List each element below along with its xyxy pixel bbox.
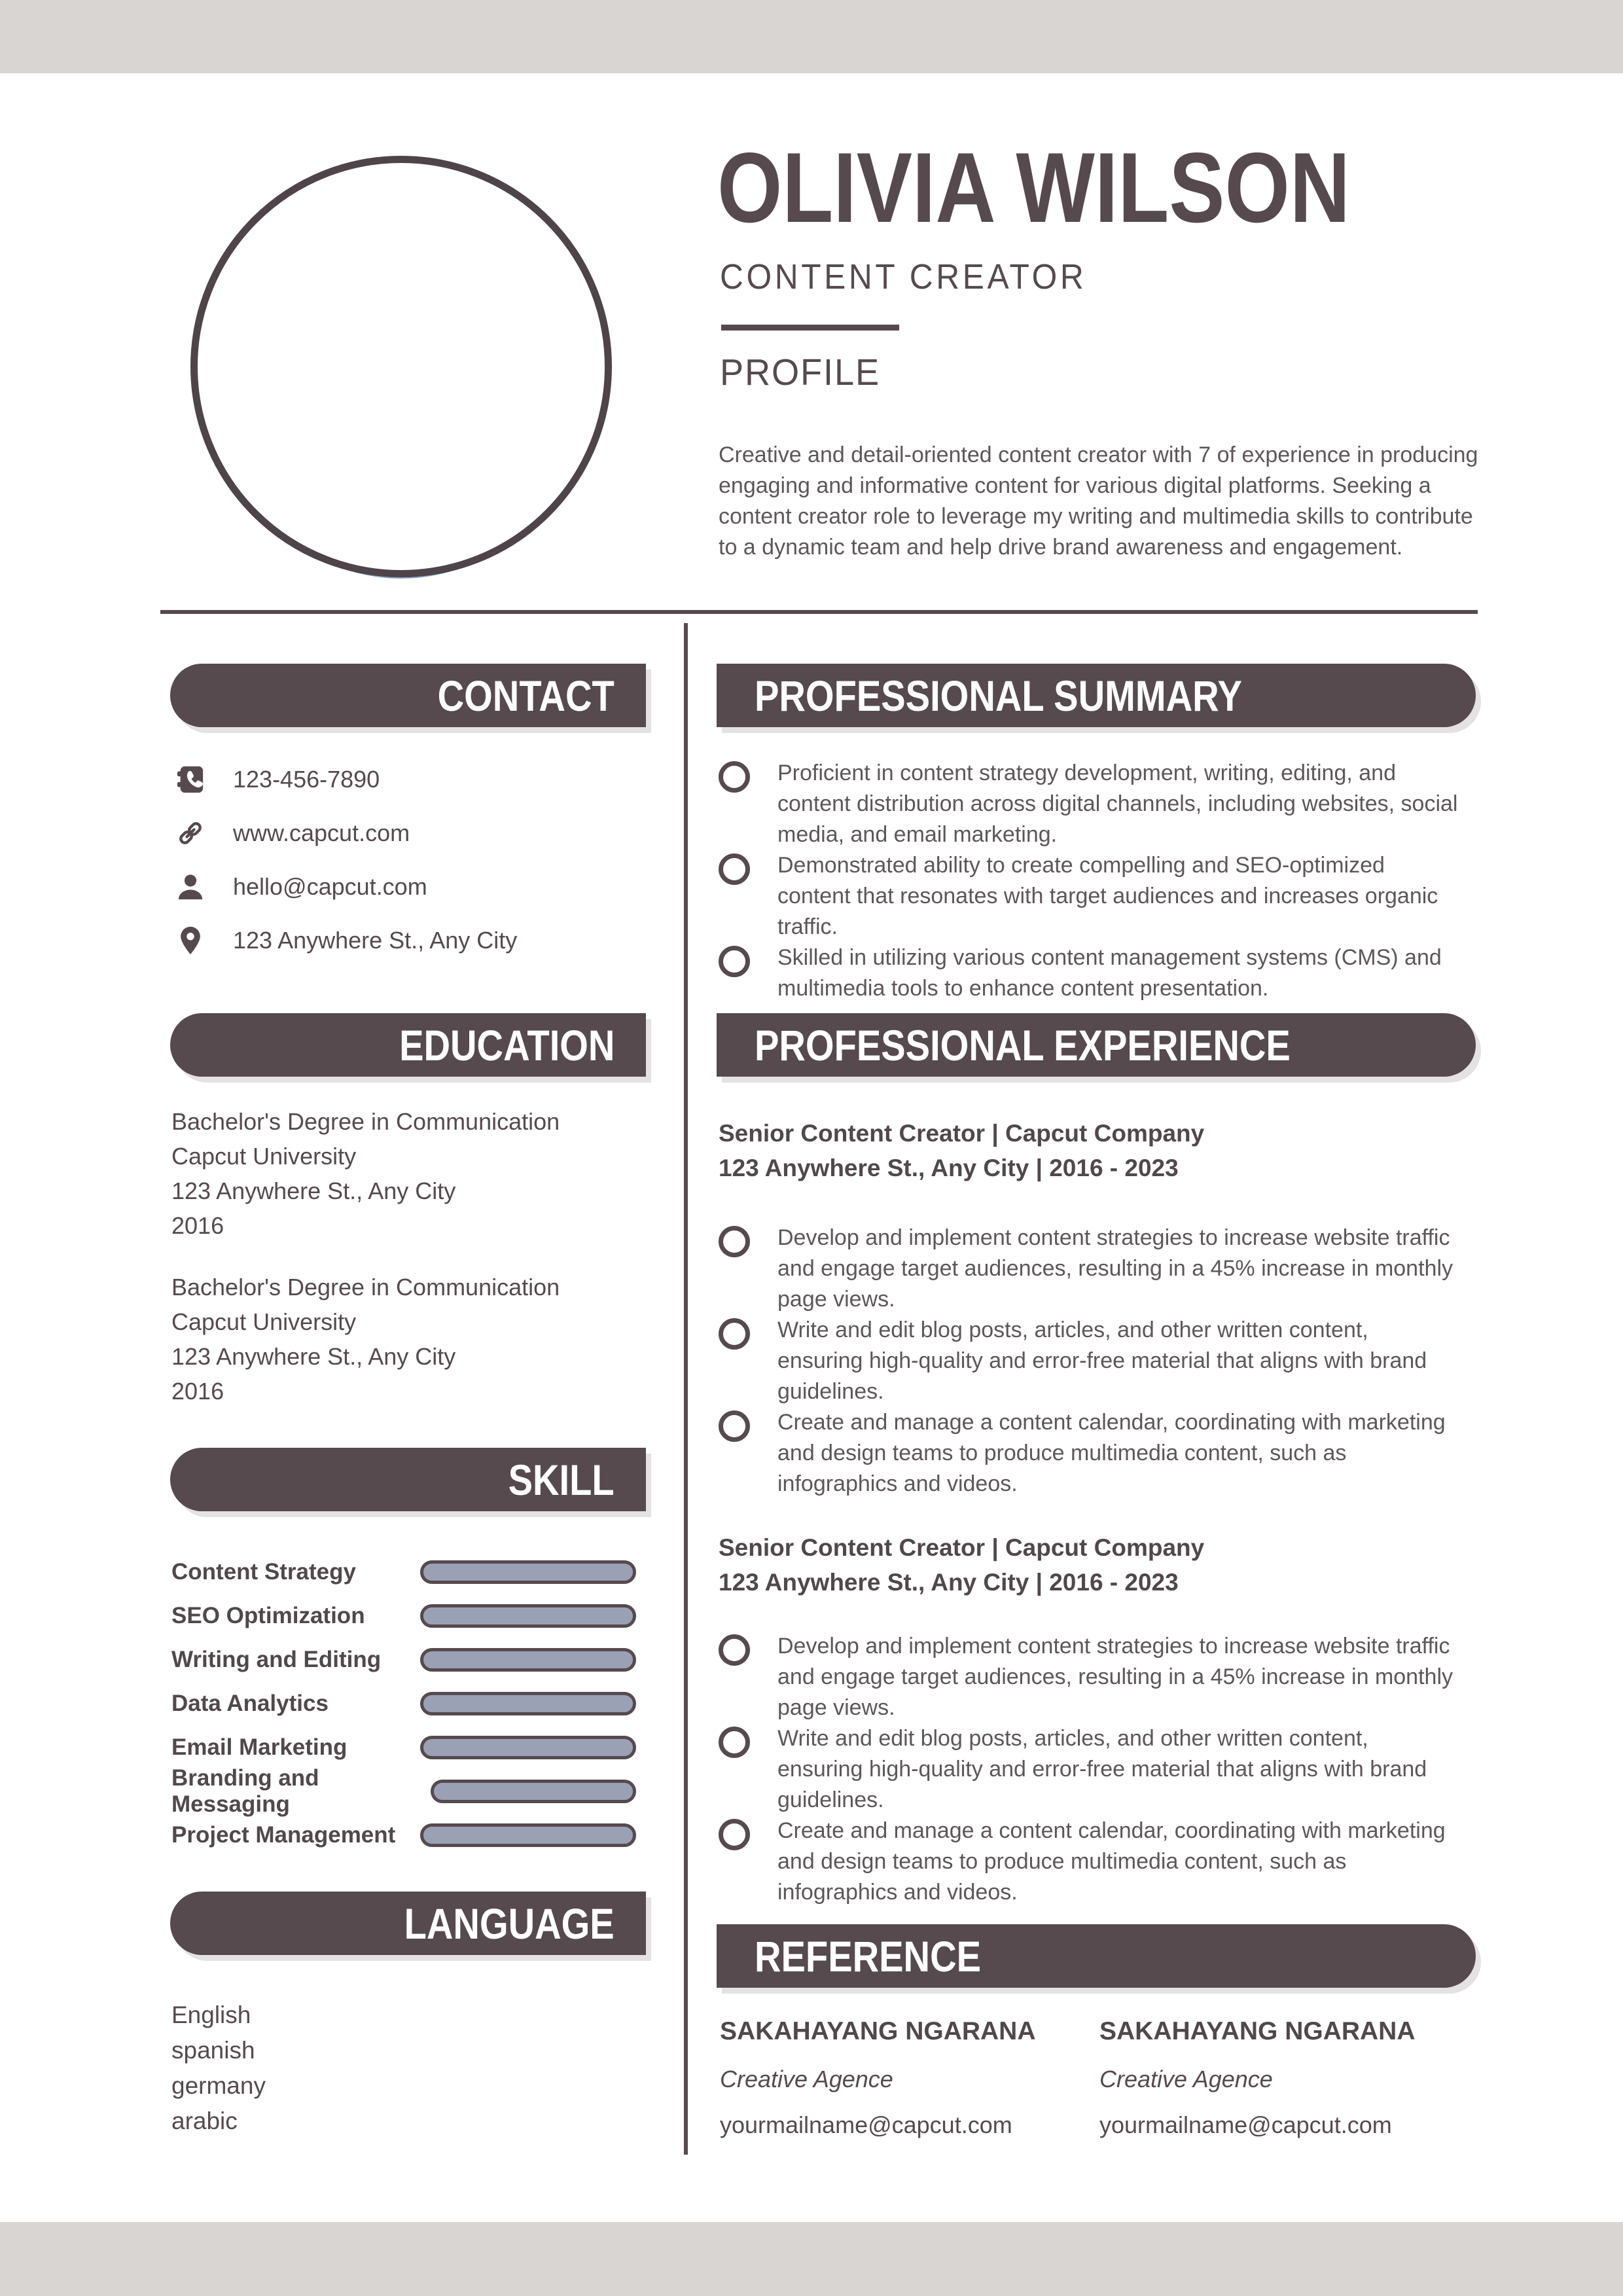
job-meta: 123 Anywhere St., Any City | 2016 - 2023 <box>719 1155 1179 1181</box>
skill-row: Data Analytics <box>171 1681 636 1725</box>
phone-book-icon <box>175 764 205 795</box>
job-bullet: Write and edit blog posts, articles, and other written content, ensuring high-quality and error-free material that aligns with brand guidelines. <box>719 1315 1478 1407</box>
skill-bar <box>420 1560 636 1584</box>
summary-bullet: Skilled in utilizing various content management systems (CMS) and multimedia tools to enhance content presentation. <box>719 942 1478 1004</box>
skill-section-header: SKILL <box>170 1448 646 1511</box>
language-item: English <box>171 2001 251 2028</box>
reference-name: SAKAHAYANG NGARANA <box>720 2017 1036 2045</box>
skill-bar <box>420 1692 636 1715</box>
reference-company: Creative Agence <box>1099 2066 1273 2092</box>
reference-section-header: REFERENCE <box>717 1924 1476 1988</box>
education-entry <box>171 1104 643 1243</box>
skill-row: Email Marketing <box>171 1725 636 1769</box>
education-section-header: EDUCATION <box>170 1013 646 1077</box>
job-bullet: Create and manage a content calendar, coordinating with marketing and design teams to produce multimedia content, such as infographics and videos. <box>719 1816 1478 1908</box>
education-year: 2016 <box>171 1212 224 1239</box>
bullet-circle-icon <box>719 946 750 977</box>
skill-row: Branding and Messaging <box>171 1769 636 1813</box>
bullet-circle-icon <box>719 1634 750 1666</box>
contact-address: 123 Anywhere St., Any City <box>233 927 518 954</box>
language-list <box>171 1998 266 2139</box>
reference-email: yourmailname@capcut.com <box>1099 2111 1392 2138</box>
contact-website: www.capcut.com <box>233 819 410 846</box>
skill-bar <box>420 1648 636 1672</box>
job-bullet: Write and edit blog posts, articles, and other written content, ensuring high-quality and error-free material that aligns with brand guidelines. <box>719 1723 1478 1816</box>
top-page-band <box>0 0 1623 73</box>
reference-entry <box>720 2017 1099 2139</box>
reference-list <box>720 2017 1479 2139</box>
education-school: Capcut University <box>171 1143 357 1170</box>
contact-row-website <box>175 806 633 860</box>
contact-section-header: CONTACT <box>170 664 646 727</box>
language-item: germany <box>171 2072 266 2099</box>
language-section-header: LANGUAGE <box>170 1892 646 1955</box>
language-item: arabic <box>171 2108 238 2134</box>
contact-row-address <box>175 914 633 967</box>
skill-row: Project Management <box>171 1813 636 1857</box>
job-bullet: Develop and implement content strategies to increase website traffic and engage target audiences, resulting in a 45% increase in monthly page views. <box>719 1223 1478 1315</box>
bullet-circle-icon <box>719 1410 750 1442</box>
location-pin-icon <box>175 925 205 956</box>
skill-list <box>171 1550 636 1857</box>
bullet-circle-icon <box>719 761 750 793</box>
education-school: Capcut University <box>171 1308 357 1335</box>
person-name: OLIVIA WILSON <box>717 132 1351 243</box>
contact-row-phone <box>175 753 633 806</box>
skill-bar <box>420 1604 636 1628</box>
job-meta: 123 Anywhere St., Any City | 2016 - 2023 <box>719 1569 1179 1596</box>
column-divider-rule <box>684 623 688 2155</box>
person-role: CONTENT CREATOR <box>720 257 1087 296</box>
job-title: Senior Content Creator | Capcut Company <box>719 1120 1205 1147</box>
link-icon <box>175 818 205 848</box>
education-entry <box>171 1270 643 1408</box>
job-title: Senior Content Creator | Capcut Company <box>719 1534 1205 1561</box>
profile-heading: PROFILE <box>720 351 881 393</box>
job-bullet: Develop and implement content strategies to increase website traffic and engage target audiences, resulting in a 45% increase in monthly page views. <box>719 1631 1478 1723</box>
job-title-block <box>719 1530 1204 1600</box>
skill-bar <box>420 1736 636 1759</box>
contact-row-email <box>175 860 633 914</box>
summary-bullet: Demonstrated ability to create compelling and SEO-optimized content that resonates with target audiences and increases organic traffic. <box>719 850 1478 942</box>
education-year: 2016 <box>171 1378 224 1405</box>
bottom-page-band <box>0 2222 1623 2296</box>
education-degree: Bachelor's Degree in Communication <box>171 1108 560 1135</box>
bullet-circle-icon <box>719 1226 750 1257</box>
job-bullet: Create and manage a content calendar, coordinating with marketing and design teams to produce multimedia content, such as infographics and videos. <box>719 1407 1478 1499</box>
reference-entry <box>1099 2017 1479 2139</box>
summary-bullet: Proficient in content strategy development, writing, editing, and content distribution across digital channels, including websites, social media, and email marketing. <box>719 758 1478 850</box>
education-degree: Bachelor's Degree in Communication <box>171 1274 560 1300</box>
skill-row: Content Strategy <box>171 1550 636 1594</box>
header-divider <box>721 325 899 331</box>
bullet-circle-icon <box>719 853 750 885</box>
job-title-block <box>719 1116 1204 1185</box>
reference-company: Creative Agence <box>720 2066 893 2092</box>
reference-name: SAKAHAYANG NGARANA <box>1099 2017 1416 2045</box>
contact-phone: 123-456-7890 <box>233 766 380 793</box>
summary-section-header: PROFESSIONAL SUMMARY <box>717 664 1476 727</box>
bullet-circle-icon <box>719 1727 750 1758</box>
person-icon <box>175 872 205 902</box>
contact-list <box>175 753 633 967</box>
skill-bar <box>431 1780 636 1803</box>
experience-section-header: PROFESSIONAL EXPERIENCE <box>717 1013 1476 1077</box>
bullet-circle-icon <box>719 1819 750 1850</box>
reference-email: yourmailname@capcut.com <box>720 2111 1012 2138</box>
profile-photo-ring <box>190 156 612 577</box>
contact-email: hello@capcut.com <box>233 873 427 900</box>
skill-bar <box>420 1823 636 1847</box>
job-bullet-list <box>719 1223 1478 1499</box>
job-bullet-list <box>719 1631 1478 1908</box>
skill-row: Writing and Editing <box>171 1638 636 1681</box>
language-item: spanish <box>171 2037 255 2064</box>
bullet-circle-icon <box>719 1318 750 1350</box>
profile-text: Creative and detail-oriented content creator with 7 of experience in producing engaging and informative content for various digital platforms. Seeking a content creator role to leverage my writing and multimedia skills to contribute to a dynamic team and help drive brand awareness and engagement. <box>719 442 1478 560</box>
education-address: 123 Anywhere St., Any City <box>171 1177 456 1204</box>
skill-row: SEO Optimization <box>171 1594 636 1638</box>
horizontal-rule <box>160 610 1478 614</box>
education-address: 123 Anywhere St., Any City <box>171 1343 456 1370</box>
summary-bullet-list <box>719 758 1478 1004</box>
